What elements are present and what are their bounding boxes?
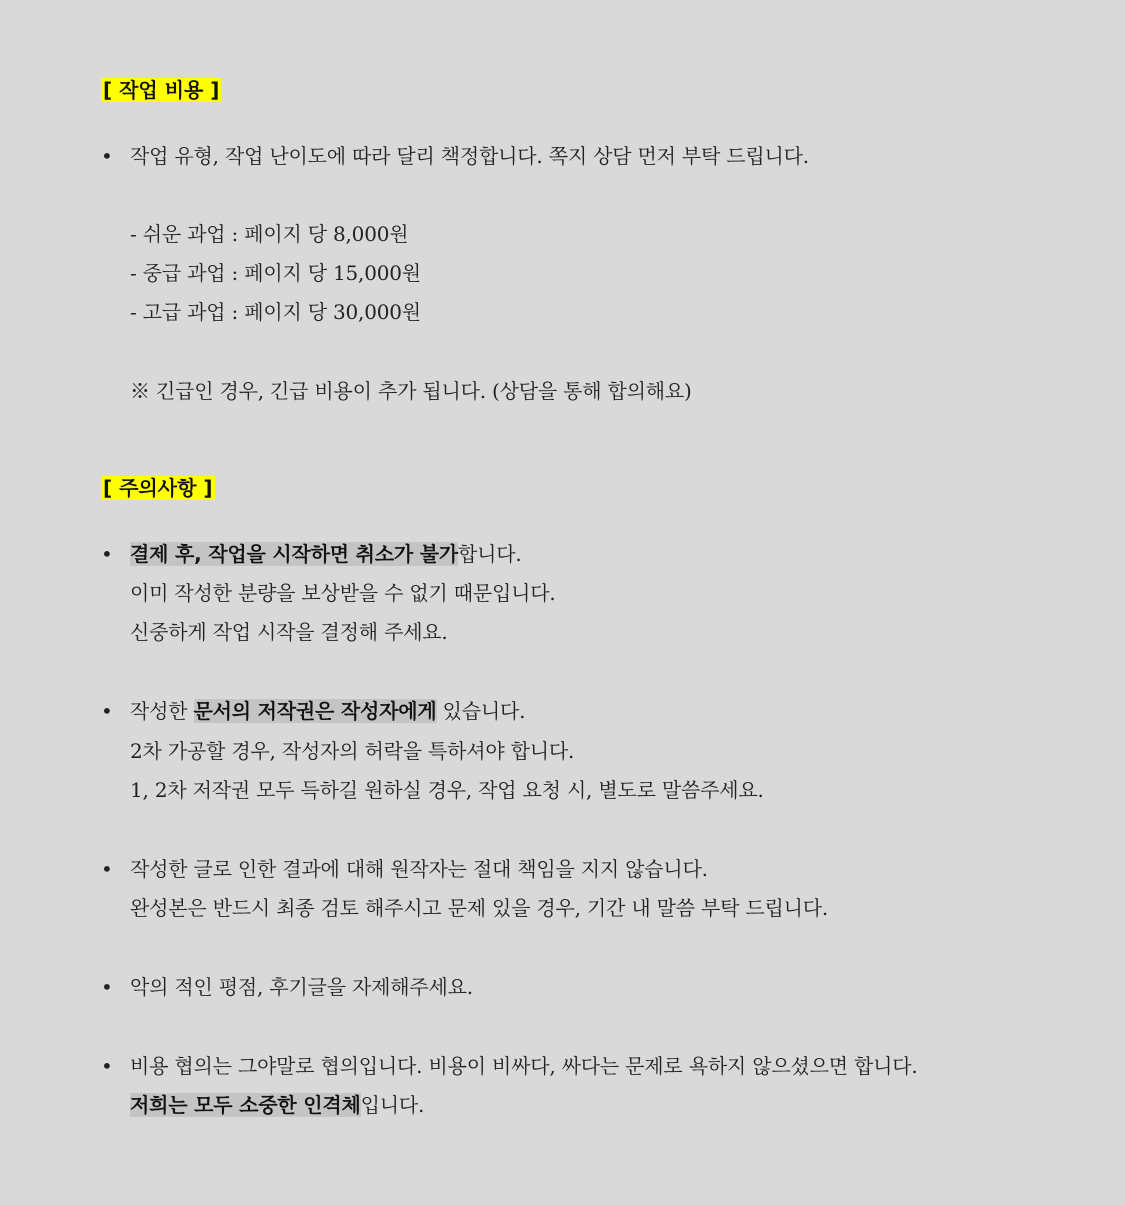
notice-bullet-4: • xyxy=(101,975,113,999)
notice-item-3-line-2: 완성본은 반드시 최종 검토 해주시고 문제 있을 경우, 기간 내 말씀 부탁 드립니다. xyxy=(130,896,829,920)
notice-item-2-line-1 xyxy=(130,697,525,725)
notice-item-5-emphasis: 저희는 모두 소중한 인격체 xyxy=(130,1093,361,1117)
urgent-note: ※ 긴급인 경우, 긴급 비용이 추가 됩니다. (상담을 통해 합의해요) xyxy=(130,379,692,403)
notice-item-2-rest: 있습니다. xyxy=(436,699,526,723)
notice-item-2-emphasis: 문서의 저작권은 작성자에게 xyxy=(193,699,437,723)
cost-heading-text: [ 작업 비용 ] xyxy=(103,78,220,102)
notice-item-2-line-2: 2차 가공할 경우, 작성자의 허락을 특하셔야 합니다. xyxy=(130,739,575,763)
notice-section-heading xyxy=(101,475,215,501)
notice-heading-text: [ 주의사항 ] xyxy=(103,476,213,500)
notice-item-5-rest: 입니다. xyxy=(360,1093,425,1117)
cost-bullet: • xyxy=(101,144,113,168)
notice-item-5-line-1: 비용 협의는 그야말로 협의입니다. 비용이 비싸다, 싸다는 문제로 욕하지 않으셨으면 합니다. xyxy=(130,1054,918,1078)
notice-item-1-line-2: 이미 작성한 분량을 보상받을 수 없기 때문입니다. xyxy=(130,581,556,605)
notice-bullet-1: • xyxy=(101,542,113,566)
cost-intro-text: 작업 유형, 작업 난이도에 따라 달리 책정합니다. 쪽지 상담 먼저 부탁 드립니다. xyxy=(130,144,809,168)
notice-item-5-line-2 xyxy=(130,1091,424,1119)
notice-item-4-line-1: 악의 적인 평점, 후기글을 자제해주세요. xyxy=(130,975,473,999)
notice-bullet-3: • xyxy=(101,857,113,881)
price-medium: - 중급 과업 : 페이지 당 15,000원 xyxy=(130,261,421,285)
notice-bullet-2: • xyxy=(101,699,113,723)
notice-item-3-line-1: 작성한 글로 인한 결과에 대해 원작자는 절대 책임을 지지 않습니다. xyxy=(130,857,708,881)
notice-item-2-pre: 작성한 xyxy=(130,699,194,723)
price-hard: - 고급 과업 : 페이지 당 30,000원 xyxy=(130,300,421,324)
price-easy: - 쉬운 과업 : 페이지 당 8,000원 xyxy=(130,222,409,246)
notice-item-1-line-1 xyxy=(130,540,522,568)
notice-item-1-emphasis: 결제 후, 작업을 시작하면 취소가 불가 xyxy=(130,542,459,566)
notice-item-1-line-3: 신중하게 작업 시작을 결정해 주세요. xyxy=(130,620,448,644)
cost-section-heading xyxy=(101,77,221,103)
notice-item-2-line-3: 1, 2차 저작권 모두 득하길 원하실 경우, 작업 요청 시, 별도로 말씀주세요. xyxy=(130,778,764,802)
notice-bullet-5: • xyxy=(101,1054,113,1078)
notice-item-1-rest: 합니다. xyxy=(458,542,522,566)
